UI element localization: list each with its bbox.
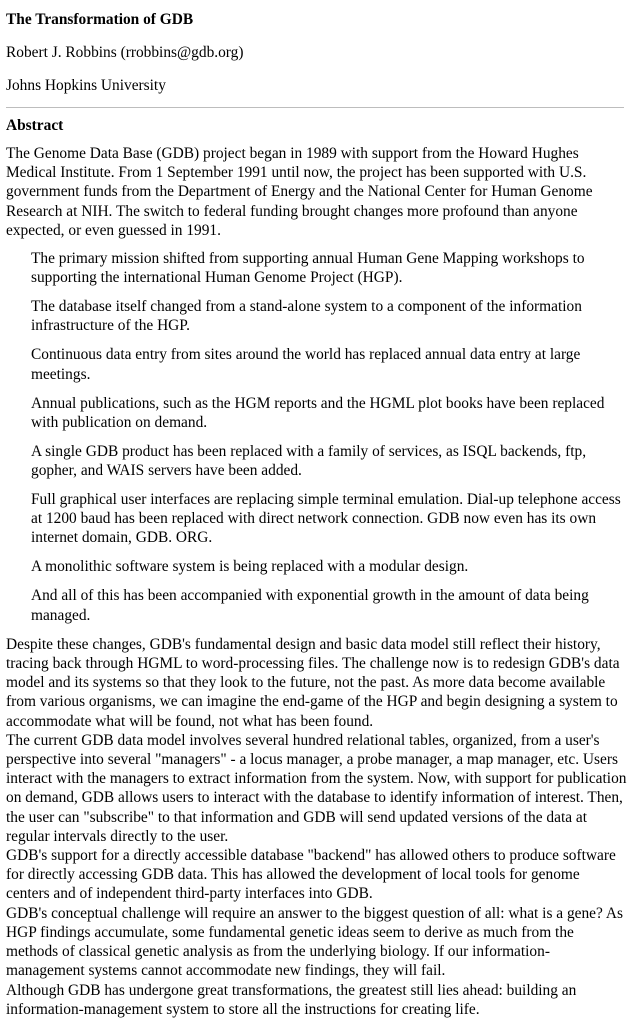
change-item: Continuous data entry from sites around the world has replaced annual data entry at large meetings. xyxy=(31,346,581,383)
change-item: Annual publications, such as the HGM reports and the HGML plot books have been replaced with publication on demand. xyxy=(31,394,605,431)
change-item: A monolithic software system is being replaced with a modular design. xyxy=(31,558,469,576)
author-line: Robert J. Robbins (rrobbins@gdb.org) xyxy=(6,44,244,61)
abstract-intro-paragraph: The Genome Data Base (GDB) project began in 1989 with support from the Howard Hughes Medical Institute. From 1 September 1991 until now, the project has been supported with U.S. government funds from the Department of Energy and the National Center for Human Genome Research at NIH. The switch to federal funding brought changes more profound than anyone expected, or even guessed in 1991. xyxy=(6,145,593,239)
changes-list xyxy=(6,249,627,625)
body-paragraph: GDB's conceptual challenge will require an answer to the biggest question of all: what is a gene? As HGP findings accumulate, some fundamental genetic ideas seem to derive as much from the methods of classical genetic analysis as from the underlying biology. If our information-management systems cannot accommodate new findings, they will fail. xyxy=(6,904,623,980)
body-paragraph: Although GDB has undergone great transformations, the greatest still lies ahead: building an information-management system to store all the instructions for creating life. xyxy=(6,981,577,1018)
body-paragraph: Despite these changes, GDB's fundamental design and basic data model still reflect their history, tracing back through HGML to word-processing files. The challenge now is to redesign GDB's data model and its systems so that they look to the future, not the past. As more data become available from various organisms, we can imagine the end-game of the HGP and begin designing a system to accommodate what will be found, not what has been found. xyxy=(6,635,620,730)
change-item: And all of this has been accompanied with exponential growth in the amount of data being managed. xyxy=(31,587,589,624)
body-paragraphs xyxy=(6,635,627,1019)
body-paragraph: GDB's support for a directly accessible database "backend" has allowed others to produce software for directly accessing GDB data. This has allowed the development of local tools for genome centers and of independent third-party interfaces into GDB. xyxy=(6,847,616,903)
change-item: The primary mission shifted from supporting annual Human Gene Mapping workshops to supporting the international Human Genome Project (HGP). xyxy=(31,250,585,287)
document-title: The Transformation of GDB xyxy=(6,11,194,28)
header-divider xyxy=(6,107,624,108)
change-item: The database itself changed from a stand-alone system to a component of the information infrastructure of the HGP. xyxy=(31,298,582,335)
body-paragraph: The current GDB data model involves several hundred relational tables, organized, from a user's perspective into several "managers" - a locus manager, a probe manager, a map manager, etc. Users interact with the managers to extract information from the system. Now, with support for publication on demand, GDB allows users to interact with the database to identify information of interest. Then, the user can "subscribe" to that information and GDB will send updated versions of the data at regular intervals directly to the user. xyxy=(6,731,627,845)
affiliation-line: Johns Hopkins University xyxy=(6,77,166,94)
change-item: Full graphical user interfaces are replacing simple terminal emulation. Dial-up telephone access at 1200 baud has been replaced with direct network connection. GDB now even has its own internet domain, GDB. ORG. xyxy=(31,491,621,547)
abstract-heading: Abstract xyxy=(6,117,64,134)
change-item: A single GDB product has been replaced with a family of services, as ISQL backends, ftp, gopher, and WAIS servers have been added. xyxy=(31,442,587,480)
